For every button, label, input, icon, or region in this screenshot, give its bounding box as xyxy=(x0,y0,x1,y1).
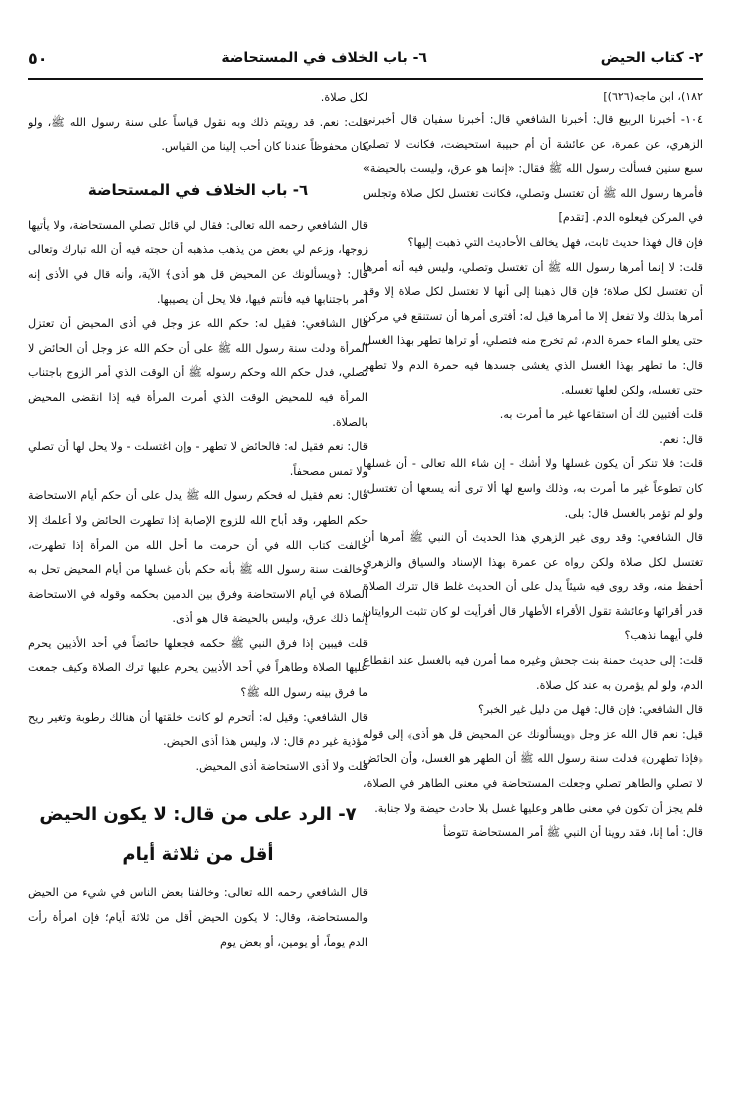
paragraph: قال الشافعي رحمه الله تعالى: فقال لي قائل تصلي المستحاضة، ولا يأتيها زوجها، وزعم لي بعض من يذهب مذهبه أن حجته فيه أن الله تبارك وتعالى قال: ﴿ويسألونك عن المحيض قل هو أذى﴾ الآية، وأنه قال في الأذى إنه أمر باجتنابها فيه فأنتم فيها، فلا يحل أن يصيبها. xyxy=(28,218,368,306)
book-title: ٢- كتاب الحيض xyxy=(600,50,703,66)
left-column xyxy=(28,86,368,1088)
paragraph: قيل: نعم قال الله عز وجل ﴿ويسألونك عن المحيض قل هو أذى﴾ إلى قوله ﴿فإذا تطهرن﴾ فدلت سنة رسول الله ﷺ أن الطهر هو الغسل، وأن الحائض لا تصلي والطاهر تصلي وجعلت المستحاضة في معنى الطاهر في الصلاة، فلم يجز أن تكون في معنى طاهر وعليها غسل بلا حادث حيضة ولا جنابة. xyxy=(363,727,703,815)
paragraph: قال: نعم فقيل له فحكم رسول الله ﷺ يدل على أن حكم أيام الاستحاضة حكم الطهر، وقد أباح الله للزوج الإصابة إذا تطهرت الحائض ولا أعلمك إلا خالفت كتاب الله في أن حرمت ما أحل الله من المرأة إذا تطهرت، وخالفت سنة رسول الله ﷺ بأنه حكم بأن غسلها من أيام المحيض تحل به الصلاة في أيام الاستحاضة وفرق بين الدمين بحكمه وقوله في الاستحاضة إنما ذلك عرق، وليس بالحيضة قال هو أذى. xyxy=(28,489,368,626)
paragraph: فإن قال فهذا حديث ثابت، فهل يخالف الأحاديث التي ذهبت إليها؟ xyxy=(407,235,703,249)
paragraph: قلت: إلى حديث حمنة بنت جحش وغيره مما أمرن فيه بالغسل عند انقطاع الدم، ولو لم يؤمرن به عند كل صلاة. xyxy=(363,654,703,692)
paragraph: قال: نعم فقيل له: فالحائض لا تطهر - وإن اغتسلت - ولا يحل لها أن تصلي ولا تمس مصحفاً. xyxy=(28,440,368,478)
paragraph: قلت ولا أذى الاستحاضة أذى المحيض. xyxy=(195,759,368,773)
section-heading-6: ٦- باب الخلاف في المستحاضة xyxy=(87,180,309,199)
paragraph: قال الشافعي رحمه الله تعالى: وخالفنا بعض الناس في شيء من الحيض والمستحاضة، وقال: لا يكون الحيض أقل من ثلاثة أيام؛ فإن امرأة رأت الدم يوماً، أو يومين، أو بعض يوم xyxy=(28,886,368,949)
paragraph: ١٠٤- أخبرنا الربيع قال: أخبرنا الشافعي قال: أخبرنا سفيان قال أخبرني الزهري، عن عمرة، عن عائشة أن أم حبيبة استحيضت، فكانت لا تصلي سبع سنين فسألت رسول الله ﷺ فقال: «إنما هو عرق، وليست بالحيضة» فأمرها رسول الله ﷺ أن تغتسل وتصلي، فكانت تغتسل لكل صلاة وتجلس في المركن فيعلوه الدم. [تقدم] xyxy=(363,113,703,225)
right-column xyxy=(363,86,703,1088)
header-divider xyxy=(28,78,703,80)
paragraph: قال الشافعي: وقيل له: أتحرم لو كانت خلقتها أن هنالك رطوبة وتغير ريح مؤذية غير دم قال: لا، وليس هذا أذى الحيض. xyxy=(28,710,368,749)
paragraph: قلت: نعم. قد رويتم ذلك وبه نقول قياساً على سنة رسول الله ﷺ، ولو كان محفوظاً عندنا كان أحب إلينا من القياس. xyxy=(28,115,368,154)
paragraph: لكل صلاة. xyxy=(320,91,368,104)
paragraph: قال الشافعي: فقيل له: حكم الله عز وجل في أذى المحيض أن تعتزل المرأة ودلت سنة رسول الله ﷺ على أن حكم الله عز وجل أن الحائض لا تصلي، فدل حكم الله وحكم رسوله ﷺ أن الوقت الذي أمر الزوج باجتناب المرأة فيه للمحيض الوقت الذي أمرت المرأة فيه إذا انقضى المحيض بالصلاة. xyxy=(28,317,368,429)
page-number: ٥٠ xyxy=(28,48,48,68)
paragraph: قال: نعم. xyxy=(659,432,703,446)
page-header xyxy=(28,44,703,72)
paragraph: قال: أما إنا، فقد روينا أن النبي ﷺ أمر المستحاضة تتوضأ xyxy=(443,826,703,840)
paragraph: قلت أفتبين لك أن استقاعها غير ما أمرت به. xyxy=(499,408,703,422)
chapter-title: ٦- باب الخلاف في المستحاضة xyxy=(221,50,427,66)
paragraph: قلت: فلا تنكر أن يكون غسلها ولا أشك - إن شاء الله تعالى - أن غسلها كان تطوعاً غير ما أمرت به، وذلك واسع لها ألا ترى أنه يسعها أن تغتسل، ولو لم تؤمر بالغسل قال: بلى. xyxy=(363,457,703,520)
paragraph: قال الشافعي: وقد روى غير الزهري هذا الحديث أن النبي ﷺ أمرها أن تغتسل لكل صلاة ولكن رواه عن عمرة بهذا الإسناد والسياق والزهري أحفظ منه، وقد روى فيه شيئاً يدل على أن الحديث غلط قال تترك الصلاة قدر أقرائها وعائشة تقول الأقراء الأطهار قال أفرأيت لو كان تثبت الروايتان فلي أيهما نذهب؟ xyxy=(363,531,703,643)
section-heading-7: ٧- الرد على من قال: لا يكون الحيض أقل من ثلاثة أيام xyxy=(39,804,357,866)
reference-citation: ١٨٢)، ابن ماجه(٦٢٦)] xyxy=(603,90,703,103)
paragraph: قلت فيبين إذا فرق النبي ﷺ حكمه فجعلها حائضاً في أحد الأذيين يحرم عليها الصلاة وطاهراً في أحد الأذيين يحرم عليها ترك الصلاة وكيف جمعت ما فرق بينه رسول الله ﷺ؟ xyxy=(28,636,368,700)
paragraph: قال الشافعي: فإن قال: فهل من دليل غير الخبر؟ xyxy=(477,703,703,717)
paragraph: قلت: لا إنما أمرها رسول الله ﷺ أن تغتسل وتصلي، وليس فيه أنه أمرها أن تغتسل لكل صلاة؛ فإن قال ذهبنا إلى أنها لا تغتسل لكل صلاة إلا وقد أمرها بذلك ولا تفعل إلا ما أمرها قيل له: أفترى أمرها أن تستنقع في مركن حتى يعلو الماء حمرة الدم، ثم تخرج منه فتصلي، أو تراها تطهر بهذا الغسل قال: ما تطهر بهذا الغسل الذي يغشى جسدها فيه حمرة الدم ولا تطهر حتى تغسله، ولكن لعلها تغسله. xyxy=(363,260,703,397)
